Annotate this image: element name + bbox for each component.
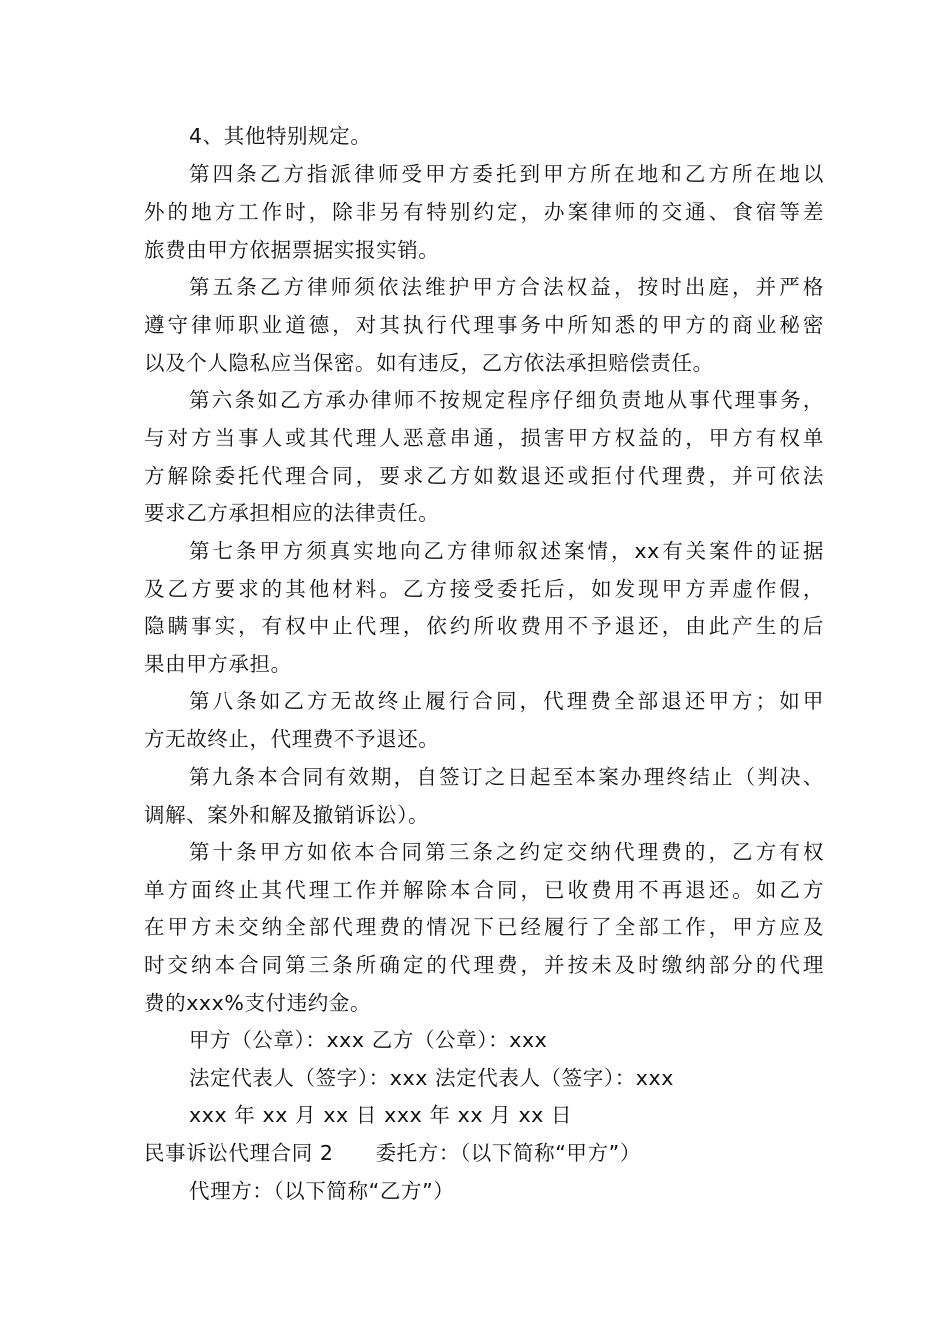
paragraph-line: 方无故终止，代理费不予退还。 [144,727,440,751]
paragraph-line: 与对方当事人或其代理人恶意串通，损害甲方权益的，甲方有权单 [144,426,824,450]
paragraph-line: 以及个人隐私应当保密。如有违反，乙方依法承担赔偿责任。 [144,351,714,375]
paragraph-line: 要求乙方承担相应的法律责任。 [144,501,440,525]
paragraph-line: 4、其他特别规定。 [189,124,372,148]
paragraph-line: 第七条甲方须真实地向乙方律师叙述案情，xx有关案件的证据 [189,539,824,563]
contract2-header-line [144,1139,824,1167]
contract2-principal: 委托方：（以下简称“甲方”） [375,1141,641,1165]
paragraph-line: 调解、案外和解及撤销诉讼）。 [144,803,430,827]
paragraph-line: 第四条乙方指派律师受甲方委托到甲方所在地和乙方所在地以 [189,162,824,186]
paragraph-line: 第六条如乙方承办律师不按规定程序仔细负责地从事代理事务， [189,388,824,412]
signature-date-line: xxx 年 xx 月 xx 日 xxx 年 xx 月 xx 日 [189,1103,573,1127]
signature-seal-line: 甲方（公章）：xxx 乙方（公章）：xxx [189,1028,548,1052]
paragraph-line: 第九条本合同有效期，自签订之日起至本案办理终结止（判决、 [189,765,824,789]
paragraph-line: 第五条乙方律师须依法维护甲方合法权益，按时出庭，并严格 [189,275,824,299]
paragraph-line: 果由甲方承担。 [144,652,292,676]
signature-representative-line: 法定代表人（签字）：xxx 法定代表人（签字）：xxx [189,1066,675,1090]
paragraph-line: 第十条甲方如依本合同第三条之约定交纳代理费的，乙方有权 [189,840,824,864]
paragraph-line: 时交纳本合同第三条所确定的代理费，并按未及时缴纳部分的代理 [144,953,824,977]
paragraph-line: 第八条如乙方无故终止履行合同，代理费全部退还甲方；如甲 [189,689,824,713]
paragraph-line: 隐瞒事实，有权中止代理，依约所收费用不予退还，由此产生的后 [144,614,824,638]
paragraph-line: 外的地方工作时，除非另有特别约定，办案律师的交通、食宿等差 [144,200,824,224]
paragraph-line: 在甲方未交纳全部代理费的情况下已经履行了全部工作，甲方应及 [144,915,824,939]
paragraph-line: 方解除委托代理合同，要求乙方如数退还或拒付代理费，并可依法 [144,464,824,488]
paragraph-line: 及乙方要求的其他材料。乙方接受委托后，如发现甲方弄虚作假， [144,577,824,601]
contract2-title: 民事诉讼代理合同 2 [144,1141,334,1165]
paragraph-line: 费的xxx%支付违约金。 [144,991,372,1015]
contract2-agent: 代理方：（以下简称“乙方”） [189,1179,455,1203]
paragraph-line: 遵守律师职业道德，对其执行代理事务中所知悉的甲方的商业秘密 [144,313,824,337]
paragraph-line: 旅费由甲方依据票据实报实销。 [144,238,440,262]
paragraph-line: 单方面终止其代理工作并解除本合同，已收费用不再退还。如乙方 [144,878,824,902]
